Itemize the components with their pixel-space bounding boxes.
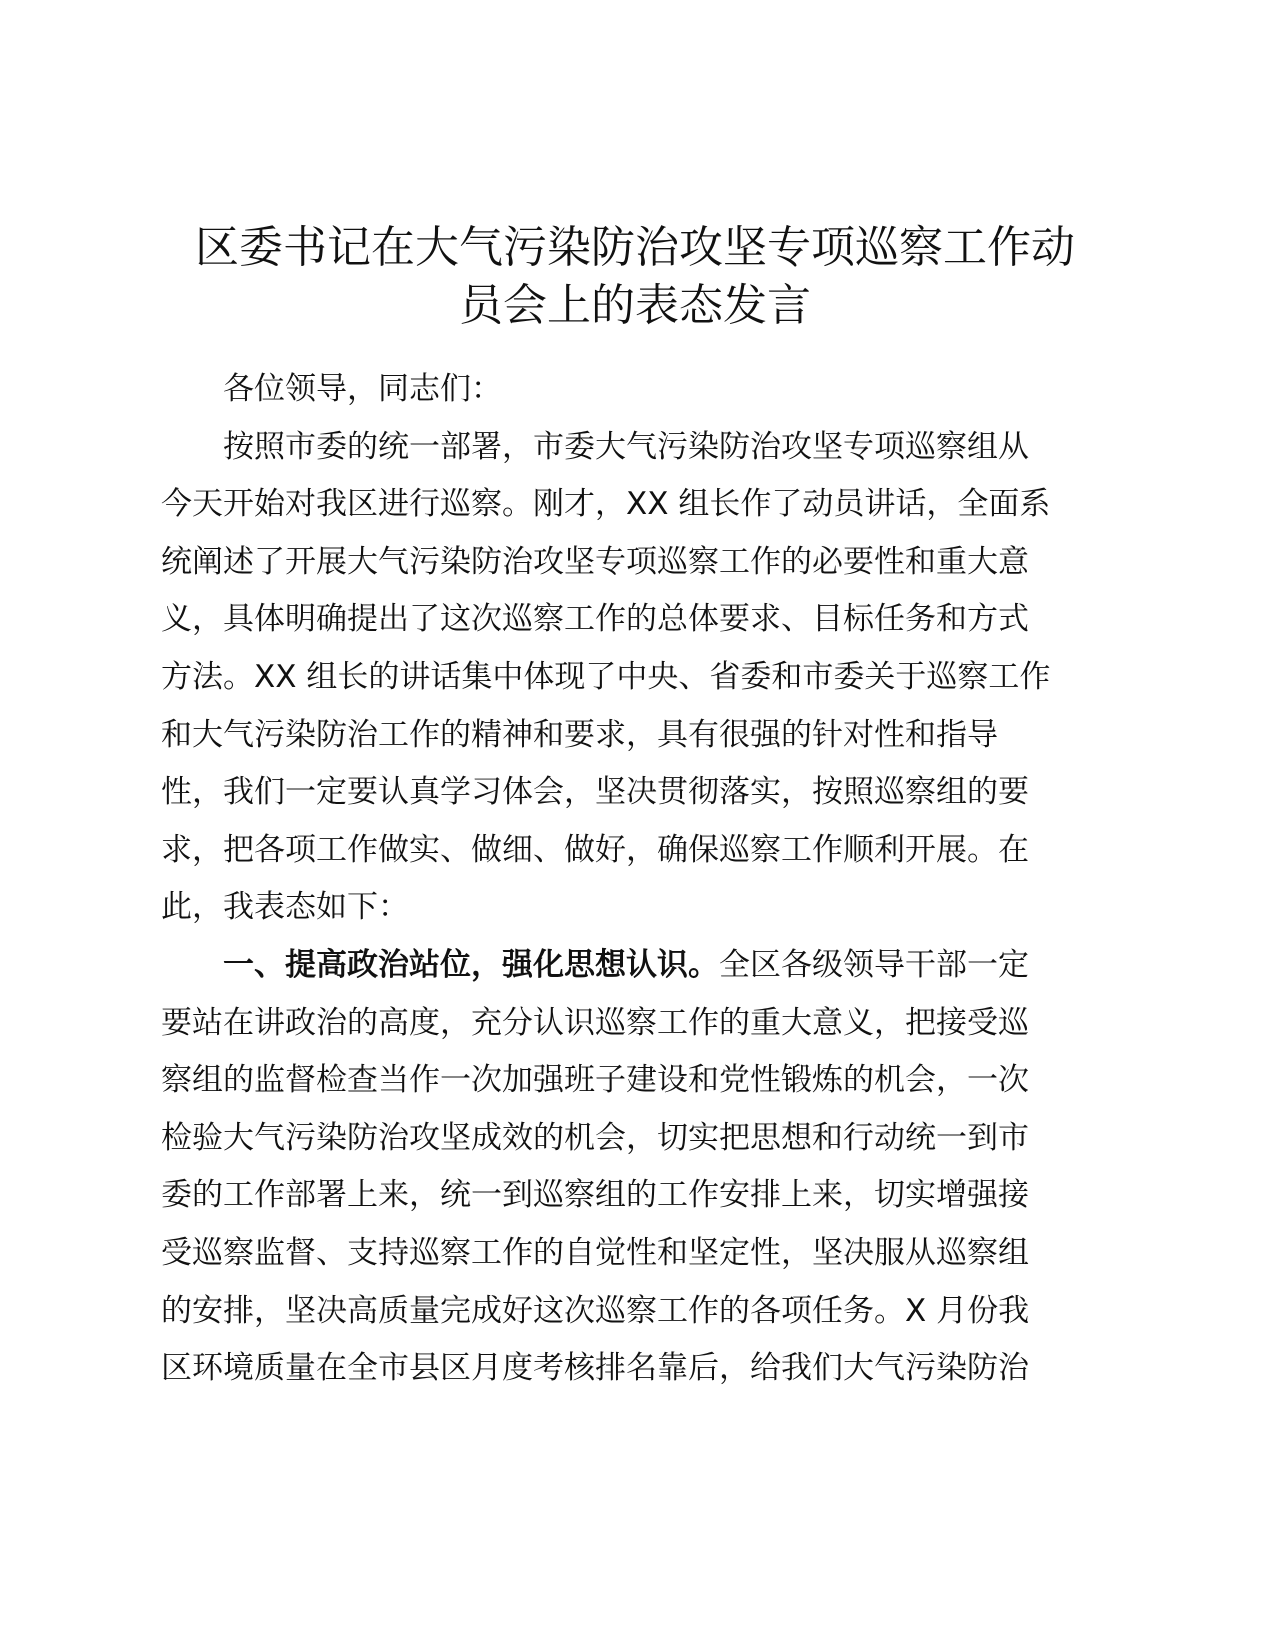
paragraph-line: 检验大气污染防治攻坚成效的机会，切实把思想和行动统一到市 xyxy=(161,1119,1029,1156)
paragraph-line: 求，把各项工作做实、做细、做好，确保巡察工作顺利开展。在 xyxy=(161,831,1029,868)
paragraph-line: 区环境质量在全市县区月度考核排名靠后，给我们大气污染防治 xyxy=(161,1350,1029,1387)
paragraph-line: 按照市委的统一部署，市委大气污染防治攻坚专项巡察组从 xyxy=(223,428,1029,465)
paragraph-line: 的安排，坚决高质量完成好这次巡察工作的各项任务。X 月份我 xyxy=(161,1292,1030,1329)
section-heading: 一、提高政治站位，强化思想认识。 xyxy=(223,946,719,983)
document-title xyxy=(150,219,1120,335)
paragraph-line: 此，我表态如下： xyxy=(161,889,409,926)
paragraph-line: 受巡察监督、支持巡察工作的自觉性和坚定性，坚决服从巡察组 xyxy=(161,1234,1029,1271)
paragraph-line: 方法。XX 组长的讲话集中体现了中央、省委和市委关于巡察工作 xyxy=(161,658,1051,695)
title-line: 员会上的表态发言 xyxy=(459,280,811,331)
paragraph-text: 全区各级领导干部一定 xyxy=(719,946,1029,983)
salutation: 各位领导，同志们： xyxy=(223,371,502,407)
paragraph-line: 要站在讲政治的高度，充分认识巡察工作的重大意义，把接受巡 xyxy=(161,1004,1029,1041)
paragraph-line: 和大气污染防治工作的精神和要求，具有很强的针对性和指导 xyxy=(161,716,998,753)
document-body xyxy=(161,361,1121,1398)
title-line: 区委书记在大气污染防治攻坚专项巡察工作动 xyxy=(195,222,1075,273)
paragraph-line: 察组的监督检查当作一次加强班子建设和党性锻炼的机会，一次 xyxy=(161,1062,1029,1099)
paragraph-point-one xyxy=(161,937,1121,1398)
paragraph-line: 委的工作部署上来，统一到巡察组的工作安排上来，切实增强接 xyxy=(161,1177,1029,1214)
paragraph-line: 今天开始对我区进行巡察。刚才，XX 组长作了动员讲话，全面系 xyxy=(161,486,1051,523)
paragraph-opening xyxy=(161,419,1121,937)
paragraph-first-line xyxy=(161,937,1121,995)
paragraph-line: 义，具体明确提出了这次巡察工作的总体要求、目标任务和方式 xyxy=(161,601,1029,638)
paragraph-line: 统阐述了开展大气污染防治攻坚专项巡察工作的必要性和重大意 xyxy=(161,543,1029,580)
paragraph-line: 性，我们一定要认真学习体会，坚决贯彻落实，按照巡察组的要 xyxy=(161,774,1029,811)
